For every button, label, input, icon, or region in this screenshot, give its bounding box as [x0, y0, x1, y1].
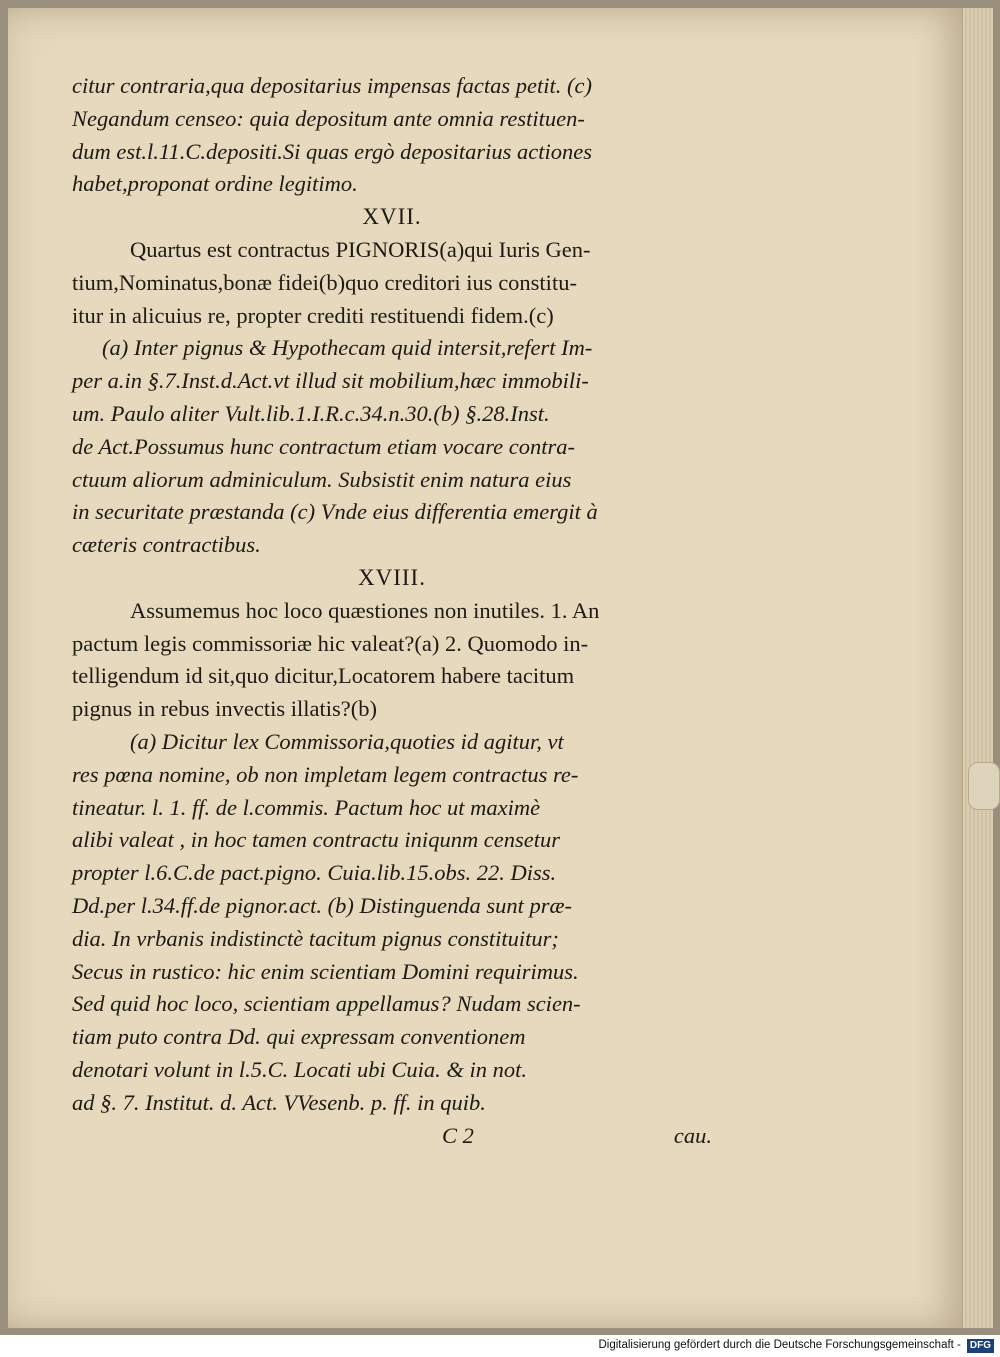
text-line: um. Paulo aliter Vult.lib.1.I.R.c.34.n.30.(b) §.28.Inst. — [72, 400, 550, 426]
text-line: Quartus est contractus PIGNORIS(a)qui Iuris Gen- — [130, 236, 591, 262]
text-line: de Act.Possumus hunc contractum etiam vocare contra- — [72, 433, 576, 459]
text-line: pignus in rebus invectis illatis?(b) — [72, 696, 377, 722]
section-heading: XVII. — [362, 204, 422, 230]
footer-credit: Digitalisierung gefördert durch die Deutsche Forschungsgemeinschaft - — [598, 1339, 961, 1351]
text-line: ad §. 7. Institut. d. Act. VVesenb. p. ff. in quib. — [72, 1089, 486, 1115]
text-line: Negandum censeo: quia depositum ante omnia restituen- — [72, 105, 585, 131]
text-line: dum est.l.11.C.depositi.Si quas ergò depositarius actiones — [72, 138, 592, 164]
text-line: tineatur. l. 1. ff. de l.commis. Pactum hoc ut maximè — [72, 794, 541, 820]
text-line: tiam puto contra Dd. qui expressam conventionem — [72, 1024, 526, 1050]
text-line: (a) Dicitur lex Commissoria,quoties id agitur, vt — [130, 728, 564, 754]
text-line: telligendum id sit,quo dicitur,Locatorem habere tacitum — [72, 663, 575, 689]
text-line: habet,proponat ordine legitimo. — [72, 171, 358, 197]
page-text — [72, 70, 712, 1152]
text-line: in securitate præstanda (c) Vnde eius differentia emergit à — [72, 499, 598, 525]
text-line: dia. In vrbanis indistinctè tacitum pignus constituitur; — [72, 925, 559, 951]
dfg-logo: DFG — [967, 1339, 994, 1353]
catchword: cau. — [673, 1122, 712, 1148]
text-line: per a.in §.7.Inst.d.Act.vt illud sit mobilium,hæc immobili- — [72, 368, 589, 394]
text-line: ctuum aliorum adminiculum. Subsistit enim natura eius — [72, 466, 572, 492]
text-line: citur contraria,qua depositarius impensas factas petit. (c) — [72, 73, 592, 98]
text-line: denotari volunt in l.5.C. Locati ubi Cuia. & in not. — [72, 1056, 528, 1082]
text-line: Secus in rustico: hic enim scientiam Domini requirimus. — [72, 958, 579, 984]
text-line: tium,Nominatus,bonæ fidei(b)quo creditori ius constitu- — [72, 269, 577, 295]
book-tab — [968, 762, 1000, 810]
text-line: propter l.6.C.de pact.pigno. Cuia.lib.15.obs. 22. Diss. — [72, 860, 557, 886]
text-line: (a) Inter pignus & Hypothecam quid intersit,refert Im- — [102, 335, 593, 361]
text-line: res pœna nomine, ob non impletam legem contractus re- — [72, 761, 579, 787]
text-line: Dd.per l.34.ff.de pignor.act. (b) Distinguenda sunt præ- — [72, 892, 572, 918]
section-heading: XVIII. — [358, 564, 426, 590]
text-line: alibi valeat , in hoc tamen contractu iniqunm censetur — [72, 827, 561, 853]
footer-bar — [0, 1335, 1000, 1357]
text-line: Assumemus hoc loco quæstiones non inutiles. 1. An — [130, 597, 600, 623]
text-line: itur in alicuius re, propter crediti restituendi fidem.(c) — [72, 302, 554, 328]
page-edges — [962, 8, 993, 1328]
text-line: pactum legis commissoriæ hic valeat?(a) 2. Quomodo in- — [72, 630, 589, 656]
text-line: cæteris contractibus. — [72, 532, 261, 558]
signature-line — [72, 1120, 712, 1153]
signature-mark: C 2 — [442, 1122, 474, 1148]
text-line: Sed quid hoc loco, scientiam appellamus? Nudam scien- — [72, 991, 581, 1017]
